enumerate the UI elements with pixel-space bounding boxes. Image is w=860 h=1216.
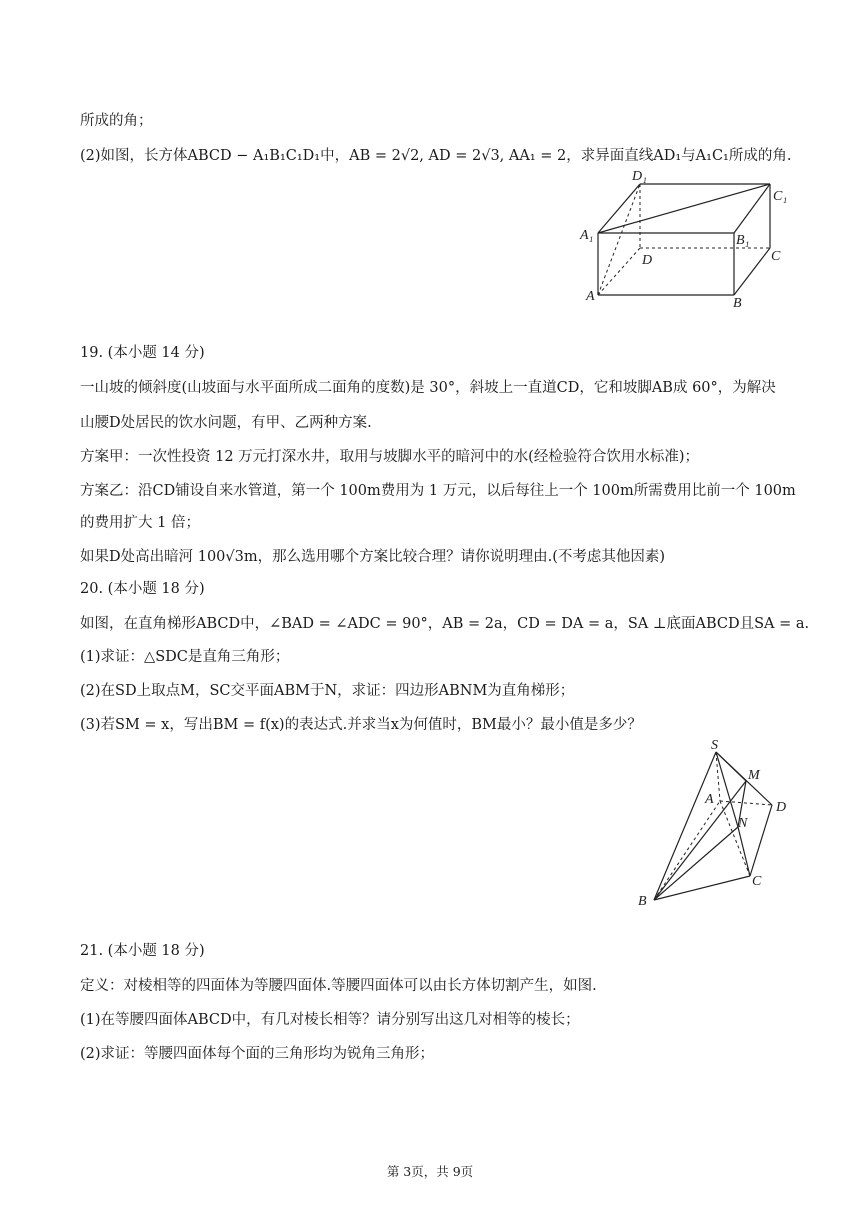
label-B: B: [733, 296, 742, 311]
label-D: D: [642, 253, 653, 268]
line-11: (1)求证：△SDC是直角三角形；: [80, 649, 290, 665]
cuboid-figure: [570, 162, 800, 312]
line-4: 山腰D处居民的饮水问题，有甲、乙两种方案.: [80, 415, 372, 431]
line-17: (2)求证：等腰四面体每个面的三角形均为锐角三角形；: [80, 1046, 435, 1062]
line-6: 方案乙：沿CD铺设自来水管道，第一个 100m费用为 1 万元，以后每往上一个 100m所需费用比前一个 100m: [80, 483, 796, 499]
label-A: A: [586, 289, 595, 304]
pyramid-figure: [630, 735, 800, 910]
label-M: M: [748, 768, 760, 783]
line-2: 19. (本小题 14 分): [80, 345, 205, 361]
label-D1: D₁: [632, 169, 647, 184]
line-9: 20. (本小题 18 分): [80, 581, 205, 597]
label-C2: C: [752, 874, 762, 889]
line-12: (2)在SD上取点M，SC交平面ABM于N，求证：四边形ABNM为直角梯形；: [80, 683, 575, 699]
line-14: 21. (本小题 18 分): [80, 943, 205, 959]
label-A1: A₁: [580, 228, 594, 243]
label-C1: C₁: [773, 189, 788, 204]
line-8: 如果D处高出暗河 100√3m，那么选用哪个方案比较合理？请你说明理由.(不考虑其他因素): [80, 549, 666, 565]
label-A2: A: [705, 792, 714, 807]
line-0: 所成的角；: [80, 113, 153, 129]
page-footer: 第 3页，共 9页: [386, 1164, 474, 1179]
label-S: S: [711, 738, 718, 753]
label-C: C: [771, 249, 781, 264]
label-D2: D: [776, 800, 787, 815]
line-7: 的费用扩大 1 倍；: [80, 515, 200, 531]
line-15: 定义：对棱相等的四面体为等腰四面体.等腰四面体可以由长方体切割产生，如图.: [80, 978, 597, 994]
line-5: 方案甲：一次性投资 12 万元打深水井，取用与坡脚水平的暗河中的水(经检验符合饮用水标准)；: [80, 449, 699, 465]
line-10: 如图，在直角梯形ABCD中，∠BAD = ∠ADC = 90°，AB = 2a，CD = DA = a，SA ⊥底面ABCD且SA = a.: [80, 616, 810, 632]
line-13: (3)若SM = x，写出BM = f(x)的表达式.并求当x为何值时，BM最小？最小值是多少？: [80, 717, 642, 733]
line-16: (1)在等腰四面体ABCD中，有几对棱长相等？请分别写出这几对相等的棱长；: [80, 1012, 580, 1028]
label-N: N: [738, 816, 748, 831]
line-3: 一山坡的倾斜度(山坡面与水平面所成二面角的度数)是 30°，斜坡上一直道CD，它和坡脚AB成 60°，为解决: [80, 380, 776, 396]
label-B2: B: [638, 894, 647, 909]
line-1: (2)如图，长方体ABCD − A₁B₁C₁D₁中，AB = 2√2, AD = 2√3, AA₁ = 2，求异面直线AD₁与A₁C₁所成的角.: [80, 148, 792, 164]
label-B1: B₁: [736, 233, 750, 248]
